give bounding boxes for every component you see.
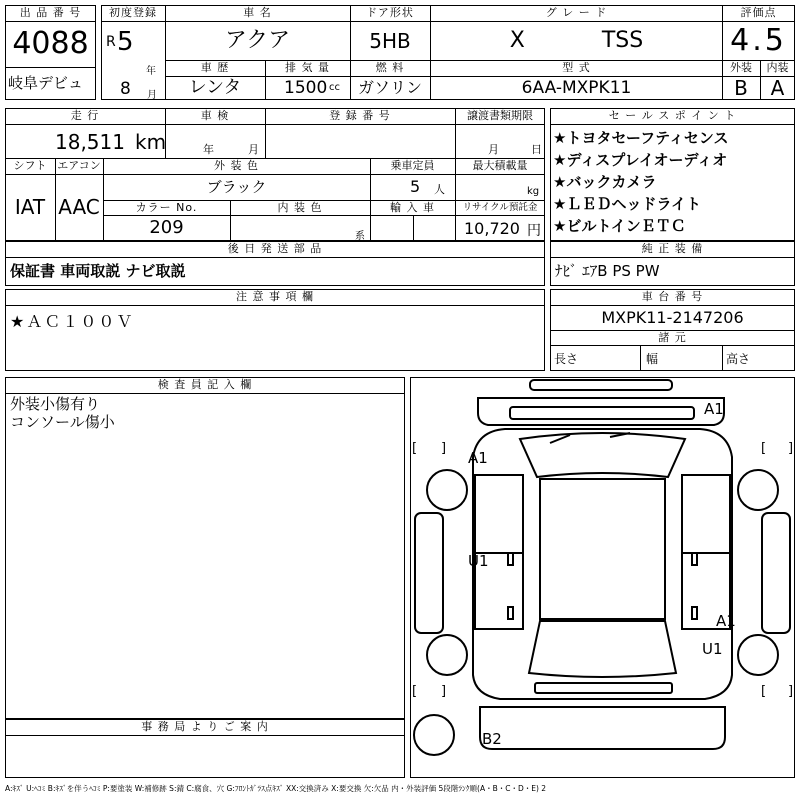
transfer-day-unit: 日 xyxy=(531,143,542,156)
exterior-score: B xyxy=(734,76,748,100)
damage-mark: A1 xyxy=(468,449,488,467)
wheel-front-right xyxy=(738,470,778,510)
interior-score-label: 内装 xyxy=(766,61,789,74)
mileage-unit: km xyxy=(135,130,167,154)
fuel: ガソリン xyxy=(357,78,422,97)
door-type: 5HB xyxy=(369,29,411,53)
first-registration-month: 8 xyxy=(120,79,131,99)
inspector-note: コンソール傷小 xyxy=(10,413,115,431)
damage-mark: A1 xyxy=(716,612,736,630)
transfer-deadline-label: 譲渡書類期限 xyxy=(467,109,533,122)
front-bumper xyxy=(478,398,724,425)
damage-code-legend: A:ｷｽﾞ U:ﾍｺﾐ B:ｷｽﾞを伴うﾍｺﾐ P:要塗装 W:補修跡 S:錆 C:腐食、穴 G:ﾌﾛﾝﾄｶﾞﾗｽ点ｷｽﾞ XX:交換済み X:要交換 欠:欠品 内・外装評価 5段階ﾗﾝｸ順(A・B・C・D・E) 2 xyxy=(5,784,547,793)
divider xyxy=(722,345,723,371)
lot-number-label: 出 品 番 号 xyxy=(19,6,82,19)
shift-label: シフト xyxy=(13,159,47,172)
imported-label: 輸 入 車 xyxy=(390,201,435,214)
bracket-open: [ xyxy=(412,684,418,699)
divider xyxy=(5,305,545,306)
door-front-left xyxy=(475,475,523,553)
handle xyxy=(692,607,697,619)
capacity-label: 乗車定員 xyxy=(390,159,435,172)
bracket-close: ] xyxy=(788,441,794,456)
rocker-left xyxy=(415,513,443,633)
fuel-label: 燃 料 xyxy=(375,61,405,74)
office-notice-label: 事 務 局 よ り ご 案 内 xyxy=(141,720,269,733)
shift: IAT xyxy=(14,195,46,219)
bracket-open: [ xyxy=(761,441,767,456)
grille xyxy=(510,407,694,419)
score-label: 評価点 xyxy=(740,6,777,19)
grade: X TSS xyxy=(509,28,644,53)
car-damage-diagram xyxy=(410,377,795,778)
history-label: 車 歴 xyxy=(200,61,230,74)
damage-mark: B2 xyxy=(482,730,502,748)
max-load-label: 最大積載量 xyxy=(472,159,528,172)
capacity: 5 xyxy=(410,177,421,196)
inspection-label: 車 検 xyxy=(200,109,230,122)
handle xyxy=(508,607,513,619)
first-registration-label: 初度登録 xyxy=(109,6,157,19)
divider xyxy=(640,345,641,371)
width-label: 幅 xyxy=(646,352,659,366)
mileage: 18,511 xyxy=(55,130,125,154)
parts-to-follow: 保証書 車両取説 ナビ取説 xyxy=(10,262,186,280)
car-name-label: 車 名 xyxy=(243,6,272,19)
divider xyxy=(5,735,405,736)
handle xyxy=(692,553,697,565)
max-load-unit: kg xyxy=(527,186,540,197)
bracket-close: ] xyxy=(441,441,447,456)
bracket-open: [ xyxy=(412,441,418,456)
sales-point-item: ★ディスプレイオーディオ xyxy=(553,151,728,169)
color-number-label: カラー No. xyxy=(135,201,198,214)
spare-wheel xyxy=(414,715,454,755)
recycle-fee-unit: 円 xyxy=(527,223,541,239)
sales-point-item: ★ビルトインＥＴＣ xyxy=(553,217,686,235)
bracket-open: [ xyxy=(761,684,767,699)
rocker-right xyxy=(762,513,790,633)
overall-score: 4.5 xyxy=(730,23,787,58)
mileage-label: 走 行 xyxy=(70,109,100,122)
registration-number-label: 登 録 番 号 xyxy=(329,109,391,122)
month-unit: 月 xyxy=(147,90,157,101)
capacity-unit: 人 xyxy=(434,183,445,196)
handle xyxy=(508,553,513,565)
wiper xyxy=(550,435,570,443)
interior-color-unit: 系 xyxy=(355,231,365,242)
sales-point-item: ★ＬＥＤヘッドライト xyxy=(553,195,701,213)
interior-score: A xyxy=(770,76,785,100)
aircon-label: エアコン xyxy=(57,159,101,172)
divider xyxy=(5,393,405,394)
lot-number: 4088 xyxy=(12,26,89,61)
wheel-front-left xyxy=(427,470,467,510)
divider xyxy=(413,215,414,241)
door-type-label: ドア形状 xyxy=(366,6,414,19)
damage-mark: U1 xyxy=(702,640,723,658)
standard-equipment: ﾅﾋﾞ ｴｱB PS PW xyxy=(555,262,660,280)
divider xyxy=(5,67,96,68)
grade-label: グ レ ー ド xyxy=(545,6,608,19)
standard-equipment-label: 純 正 装 備 xyxy=(641,242,704,255)
chassis-number: MXPK11-2147206 xyxy=(601,308,744,327)
inspection-month-unit: 月 xyxy=(248,143,259,156)
rear-spoiler xyxy=(535,683,672,693)
sales-points-label: セ ー ル ス ポ イ ン ト xyxy=(608,109,737,122)
history: レンタ xyxy=(188,77,242,98)
bracket-close: ] xyxy=(788,684,794,699)
divider xyxy=(5,21,96,22)
exterior-score-label: 外装 xyxy=(730,61,752,74)
first-registration-era: R xyxy=(106,34,116,50)
exterior-color-label: 外 装 色 xyxy=(214,159,259,172)
sales-point-item: ★バックカメラ xyxy=(553,173,657,191)
damage-mark: A1 xyxy=(704,400,724,418)
roof xyxy=(540,479,665,619)
inspector-note: 外装小傷有り xyxy=(10,395,101,413)
notes: ★ＡＣ１００Ｖ xyxy=(10,312,135,331)
inspection-year-unit: 年 xyxy=(203,143,214,156)
exterior-color: ブラック xyxy=(206,178,267,196)
car-name: アクア xyxy=(224,28,291,53)
parts-to-follow-label: 後 日 発 送 部 品 xyxy=(227,242,323,255)
wheel-rear-right xyxy=(738,635,778,675)
windshield xyxy=(520,433,685,477)
interior-color-label: 内 装 色 xyxy=(277,201,323,214)
wheel-rear-left xyxy=(427,635,467,675)
spec-label: 諸 元 xyxy=(658,331,687,344)
inspector-label: 検 査 員 記 入 欄 xyxy=(157,378,253,391)
notes-label: 注 意 事 項 欄 xyxy=(236,290,314,303)
bracket-close: ] xyxy=(441,684,447,699)
recycle-fee: 10,720 xyxy=(464,219,520,238)
year-unit: 年 xyxy=(146,66,156,77)
displacement-unit: cc xyxy=(329,82,340,93)
venue: 岐阜デビュ xyxy=(8,74,84,92)
sales-point-item: ★トヨタセーフティセンス xyxy=(553,129,729,147)
divider xyxy=(550,345,795,346)
rear-window xyxy=(529,621,676,677)
front-bar xyxy=(530,380,672,390)
model-code: 6AA-MXPK11 xyxy=(521,78,632,98)
transfer-month-unit: 月 xyxy=(488,143,499,156)
model-code-label: 型 式 xyxy=(562,61,591,74)
height-label: 高さ xyxy=(726,352,751,366)
color-number: 209 xyxy=(149,217,184,238)
length-label: 長さ xyxy=(554,352,579,366)
recycle-fee-label: リサイクル預託金 xyxy=(462,202,538,213)
aircon: AAC xyxy=(58,195,100,219)
door-front-right xyxy=(682,475,730,553)
first-registration-year: 5 xyxy=(117,27,134,57)
chassis-number-label: 車 台 番 号 xyxy=(641,290,704,303)
divider xyxy=(550,124,795,125)
displacement: 1500 xyxy=(284,78,328,98)
damage-mark: U1 xyxy=(468,552,489,570)
rear-bumper xyxy=(480,707,725,749)
divider xyxy=(5,124,545,125)
displacement-label: 排 気 量 xyxy=(285,61,330,74)
